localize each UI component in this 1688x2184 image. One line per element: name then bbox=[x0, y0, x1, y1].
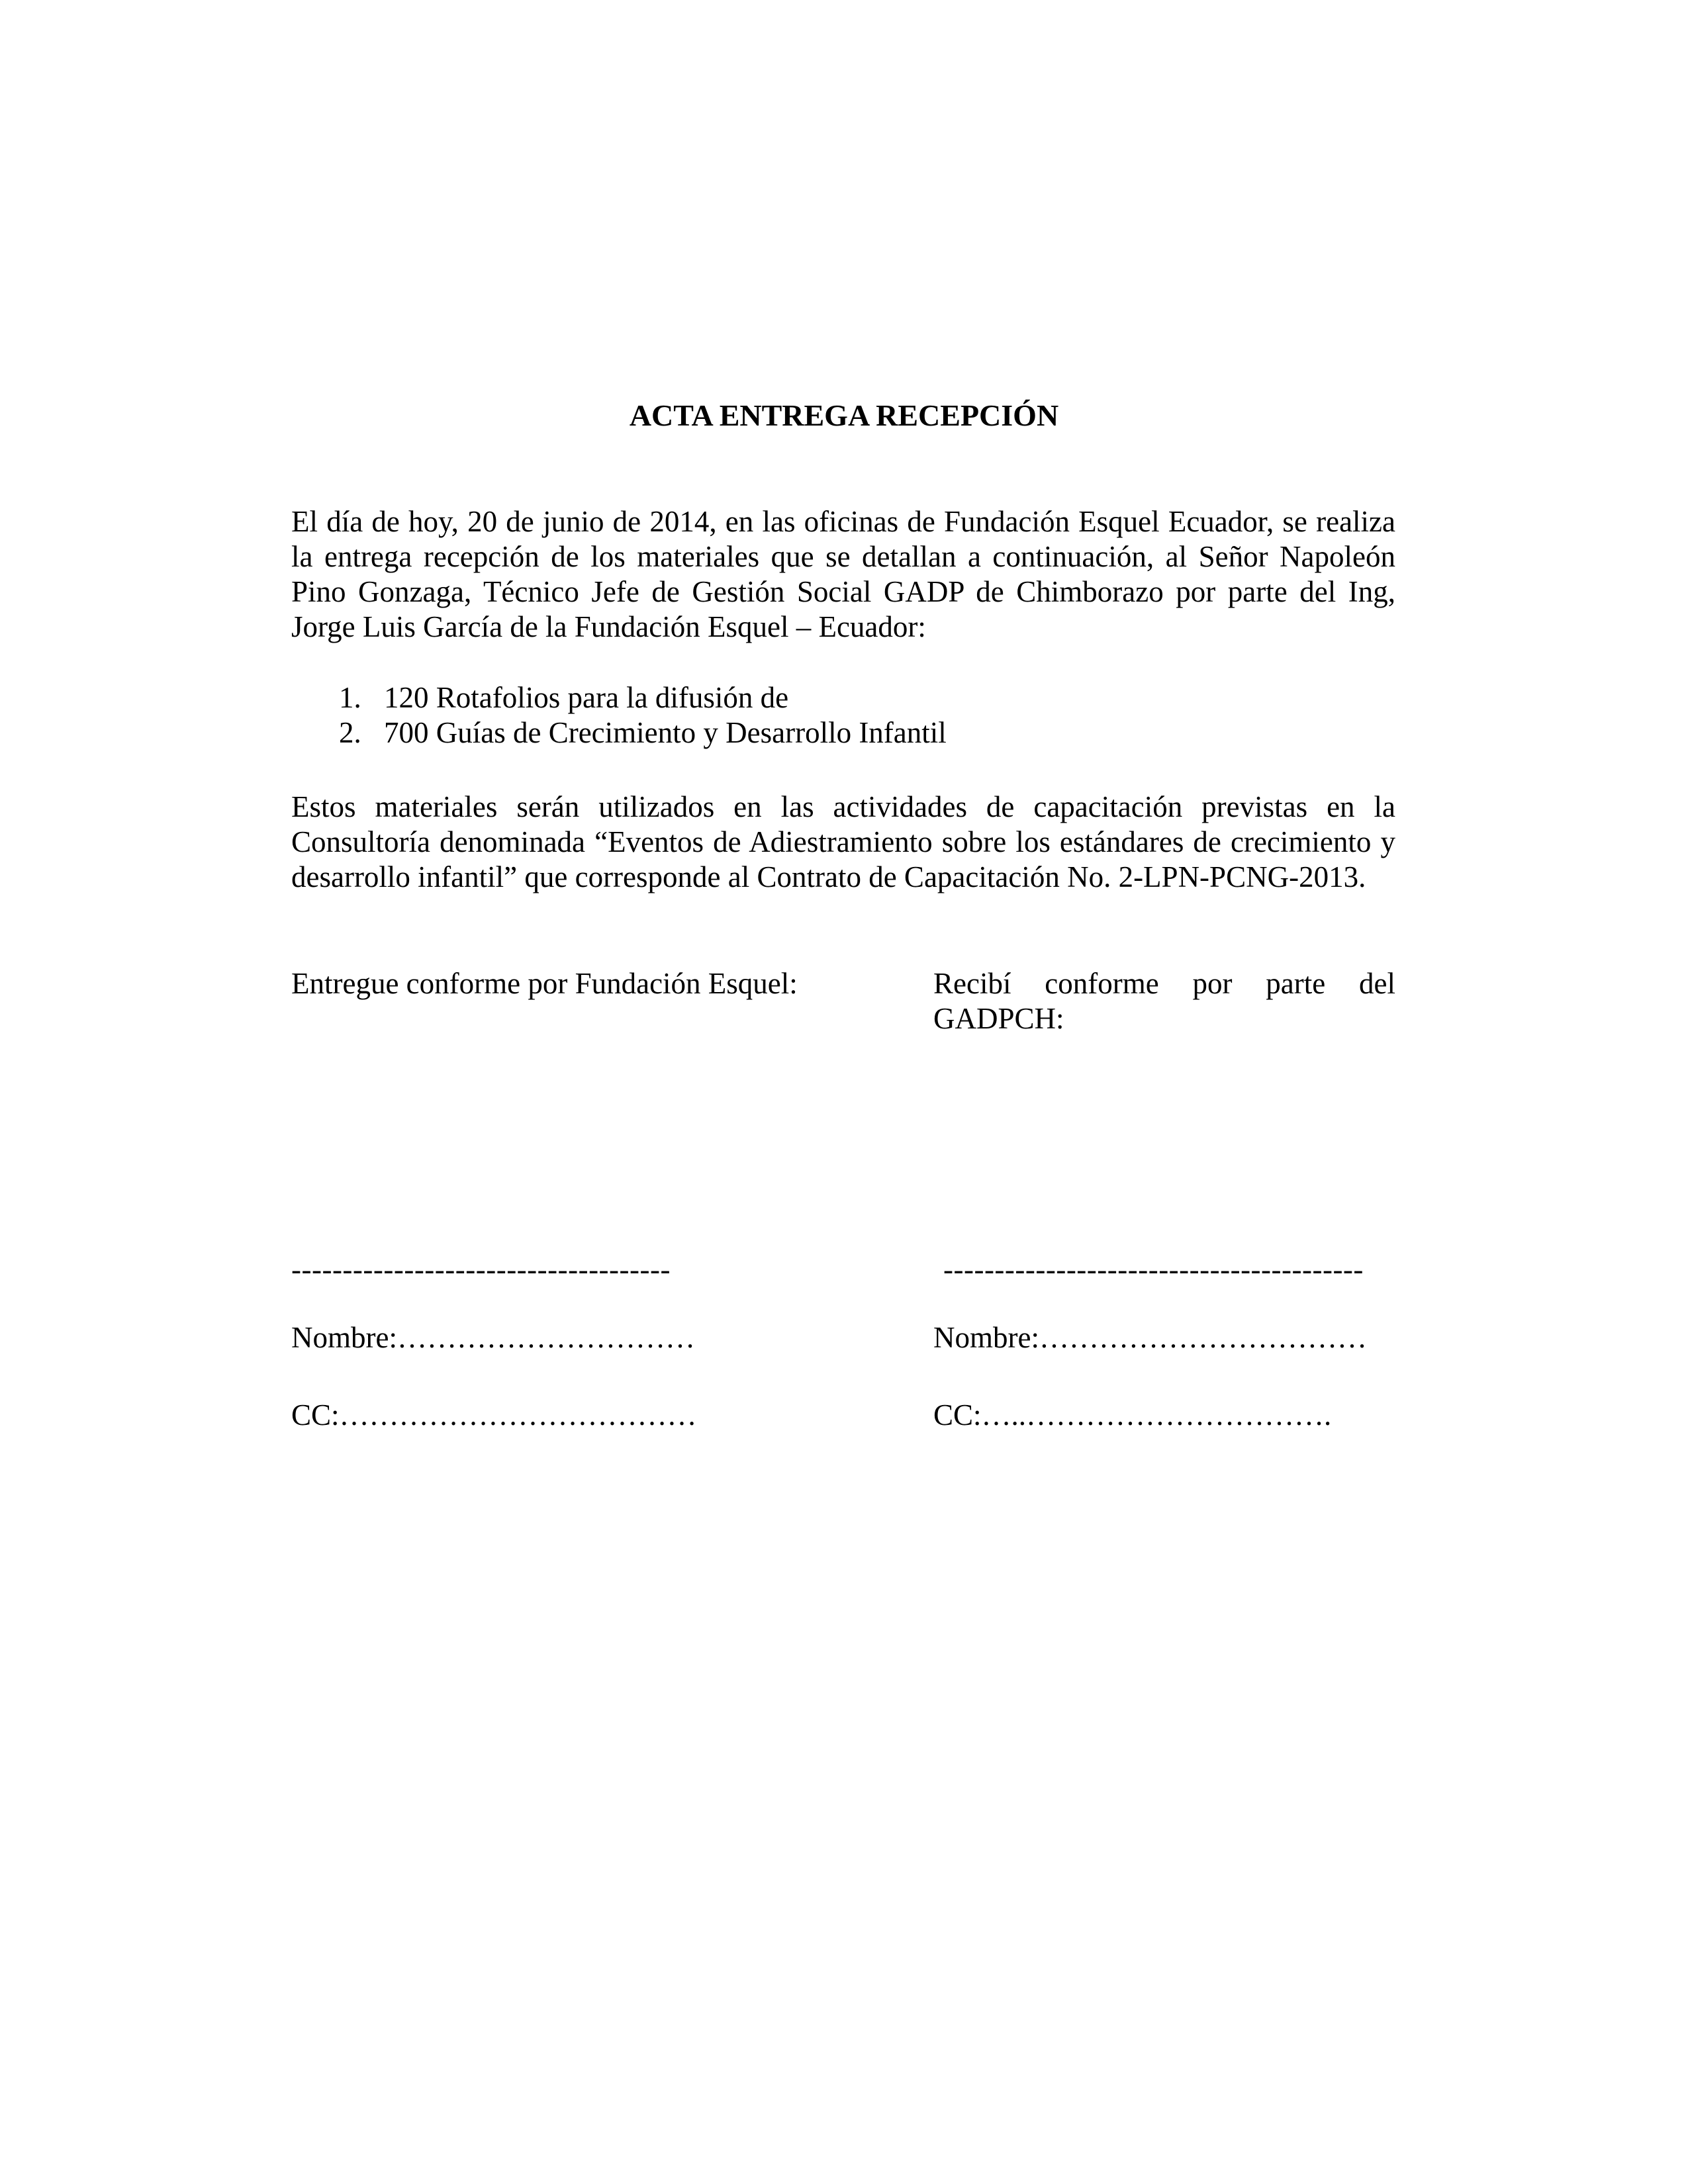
usage-paragraph: Estos materiales serán utilizados en las actividades de capacitación previstas en la Consultoría denominada “Eventos de Adiestramiento sobre los estándares de crecimiento y desarrollo infantil” que corresponde al Contrato de Capacitación No. 2-LPN-PCNG-2013. bbox=[291, 790, 1395, 893]
list-item-text: 700 Guías de Crecimiento y Desarrollo Infantil bbox=[384, 716, 947, 749]
list-item-text: 120 Rotafolios para la difusión de bbox=[384, 681, 789, 714]
name-field-right: Nombre:…………………………… bbox=[933, 1321, 1367, 1354]
list-item-number: 1. bbox=[339, 681, 361, 714]
document-title: ACTA ENTREGA RECEPCIÓN bbox=[629, 398, 1059, 432]
intro-paragraph: El día de hoy, 20 de junio de 2014, en las oficinas de Fundación Esquel Ecuador, se realiza la entrega recepción de los materiales que se detallan a continuación, al Señor Napoleón Pino Gonzaga, Técnico Jefe de Gestión Social GADP de Chimborazo por parte del Ing, Jorge Luis García de la Fundación Esquel – Ecuador: bbox=[291, 505, 1395, 643]
list-item-number: 2. bbox=[339, 716, 361, 749]
signature-line-left: ------------------------------------- bbox=[291, 1253, 671, 1286]
cc-field-left: CC:……………………………… bbox=[291, 1398, 697, 1432]
delivered-by-label: Entregue conforme por Fundación Esquel: bbox=[291, 967, 798, 1000]
materials-list bbox=[291, 680, 947, 751]
list-item bbox=[291, 680, 947, 715]
name-field-left: Nombre:………………………… bbox=[291, 1321, 695, 1354]
signature-line-right: ----------------------------------------- bbox=[943, 1253, 1364, 1286]
cc-field-right: CC:…..…………………………. bbox=[933, 1398, 1332, 1432]
list-item bbox=[291, 715, 947, 751]
received-by-label: Recibí conforme por parte del GADPCH: bbox=[933, 967, 1395, 1035]
